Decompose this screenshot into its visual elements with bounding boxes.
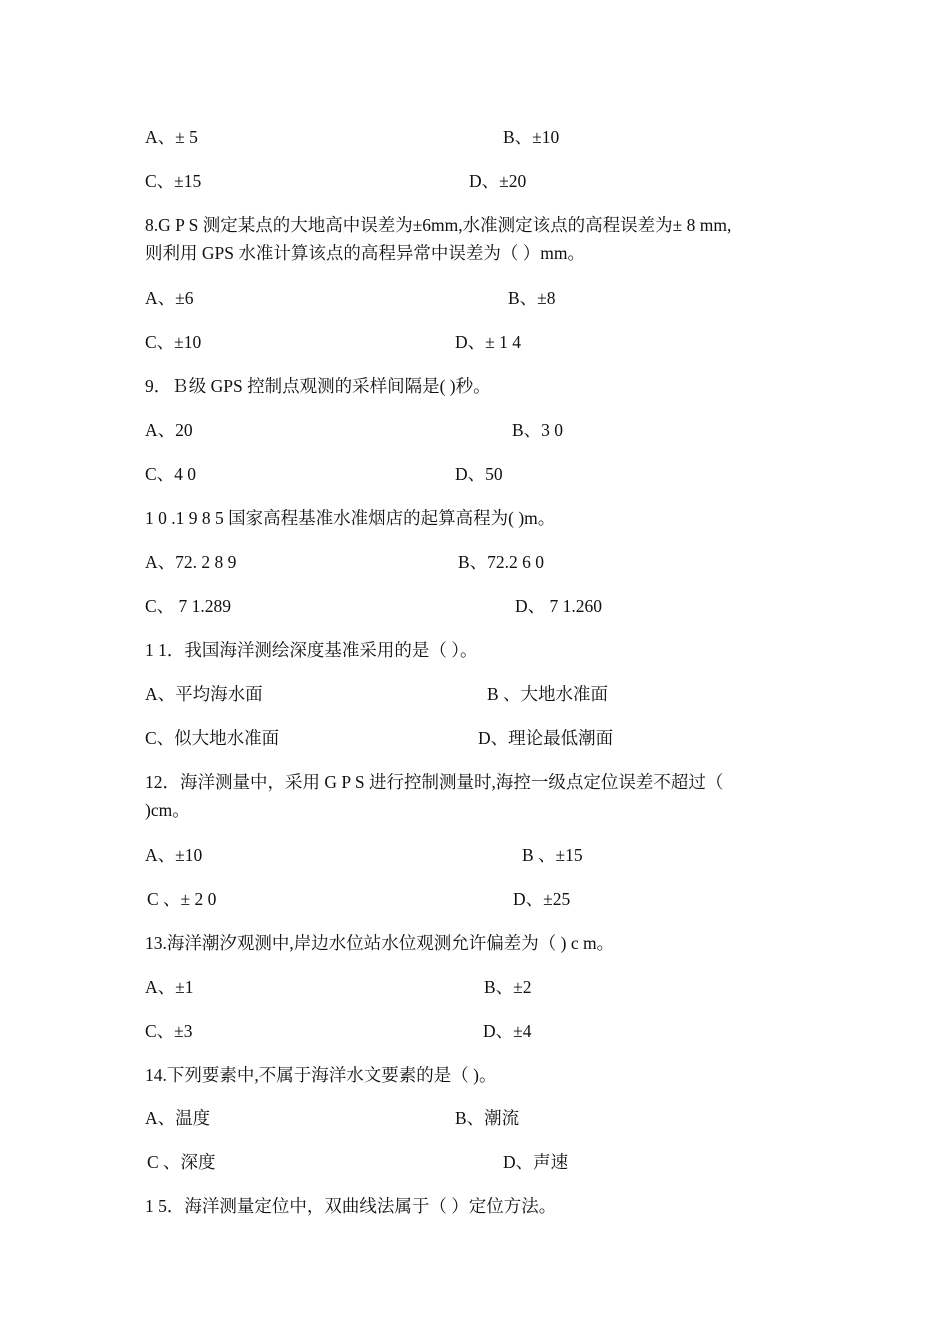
option-a: A、温度 (145, 1108, 211, 1128)
question-8: 8.G P S 测定某点的大地高中误差为±6mm,水准测定该点的高程误差为± 8 mm, (145, 215, 732, 235)
option-c: C、 7 1.289 (145, 596, 232, 616)
question-15: 1 5．海洋测量定位中，双曲线法属于（ ）定位方法。 (145, 1196, 557, 1216)
option-d: D、声速 (503, 1152, 569, 1172)
question-13: 13.海洋潮汐观测中,岸边水位站水位观测允许偏差为（ ) c m。 (145, 933, 615, 953)
option-b: B 、大地水准面 (487, 684, 609, 704)
option-c: C、±10 (145, 332, 202, 352)
question-12: 12．海洋测量中，采用 G P S 进行控制测量时,海控一级点定位误差不超过（ (145, 772, 724, 792)
option-b: B 、±15 (522, 845, 583, 865)
option-c: C 、深度 (147, 1152, 216, 1172)
question-9: 9．Ｂ级 GPS 控制点观测的采样间隔是( )秒。 (145, 376, 491, 396)
option-c: C、4 0 (145, 464, 197, 484)
option-d: D、理论最低潮面 (478, 728, 614, 748)
question-12-continued: )cm。 (145, 800, 190, 820)
option-c: C、±3 (145, 1021, 193, 1041)
option-c: C、±15 (145, 171, 202, 191)
option-c: C、似大地水准面 (145, 728, 280, 748)
option-b: B、3 0 (512, 420, 564, 440)
option-a: A、72. 2 8 9 (145, 552, 237, 572)
question-14: 14.下列要素中,不属于海洋水文要素的是（ )。 (145, 1065, 497, 1085)
option-a: A、± 5 (145, 127, 198, 147)
option-a: A、20 (145, 420, 193, 440)
option-d: D、±20 (469, 171, 527, 191)
option-a: A、平均海水面 (145, 684, 263, 704)
option-b: B、±8 (508, 288, 556, 308)
question-11: 1 1．我国海洋测绘深度基准采用的是（ ）。 (145, 640, 478, 660)
question-8-continued: 则利用 GPS 水准计算该点的高程异常中误差为（ ）mm。 (145, 243, 585, 263)
option-d: D、±25 (513, 889, 571, 909)
option-d: D、50 (455, 464, 503, 484)
option-a: A、±1 (145, 977, 194, 997)
option-d: D、± 1 4 (455, 332, 521, 352)
option-a: A、±6 (145, 288, 194, 308)
option-b: B、潮流 (455, 1108, 520, 1128)
option-d: D、±4 (483, 1021, 532, 1041)
option-b: B、72.2 6 0 (458, 552, 545, 572)
option-b: B、±2 (484, 977, 532, 997)
question-10: 1 0 .1 9 8 5 国家高程基准水准烟店的起算高程为( )m。 (145, 508, 556, 528)
option-b: B、±10 (503, 127, 560, 147)
option-c: C 、± 2 0 (147, 889, 217, 909)
option-d: D、 7 1.260 (515, 596, 603, 616)
option-a: A、±10 (145, 845, 203, 865)
